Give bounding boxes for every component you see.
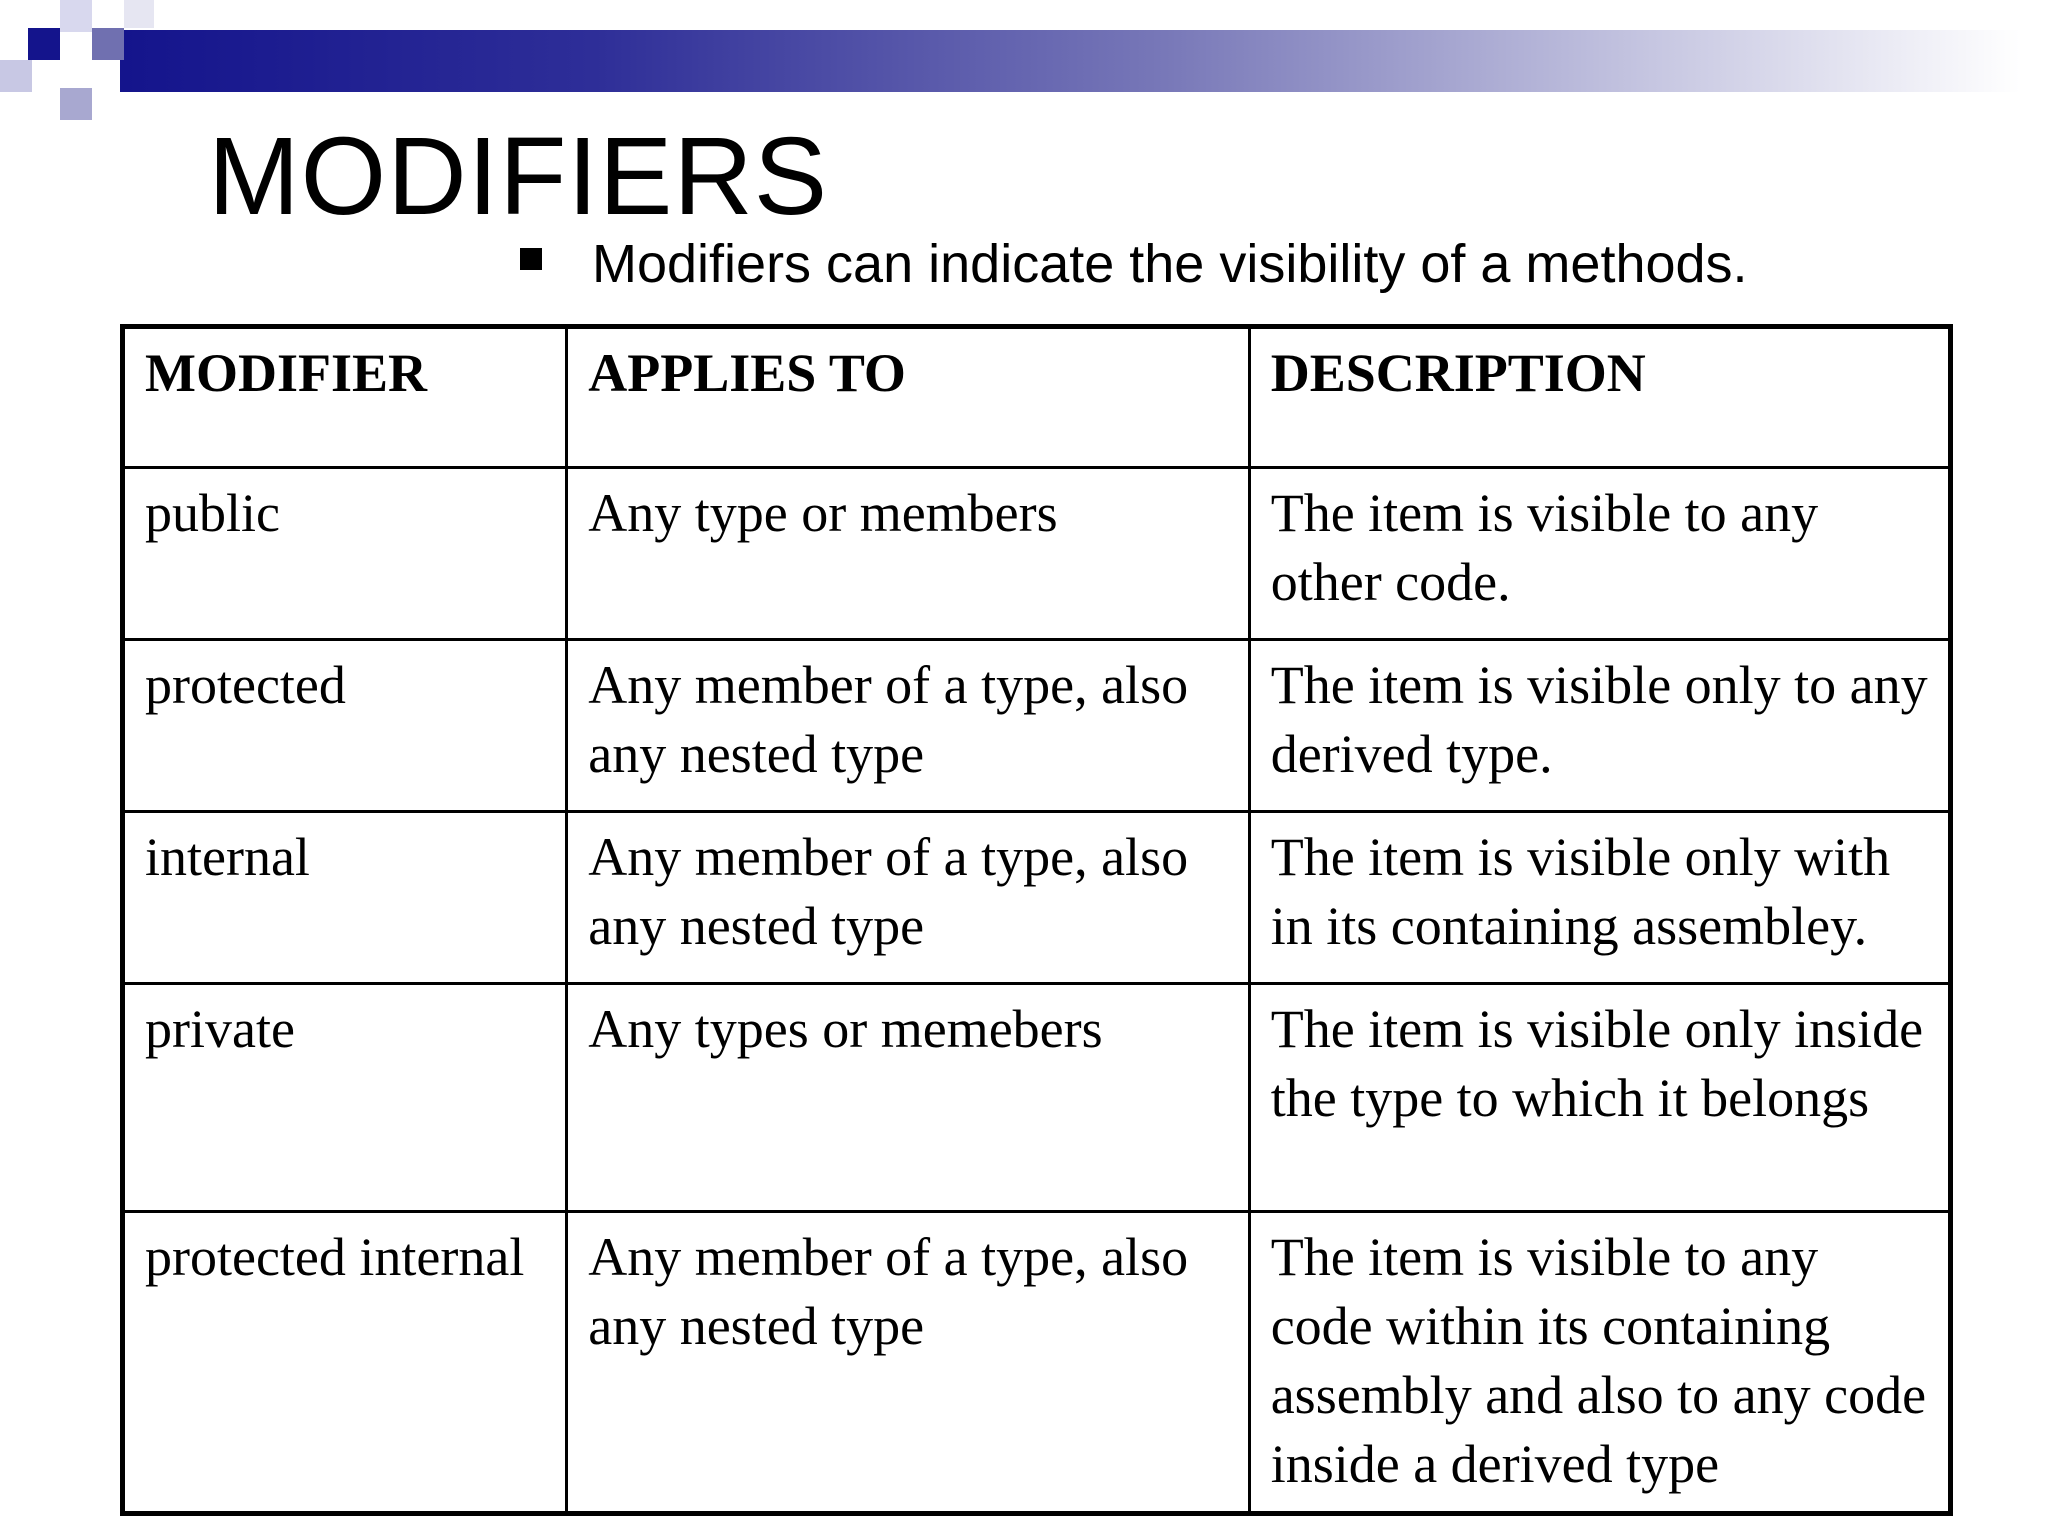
description-cell: The item is visible to any other code. (1249, 468, 1950, 640)
description-cell: The item is visible only to any derived type. (1249, 640, 1950, 812)
applies-to-cell: Any type or members (567, 468, 1249, 640)
decorative-square (124, 0, 154, 28)
header-gradient-bar (120, 30, 2020, 92)
applies-to-cell: Any member of a type, also any nested type (567, 812, 1249, 984)
table-row (123, 468, 1951, 640)
table-row (123, 984, 1951, 1212)
description-cell: The item is visible only with in its containing assembley. (1249, 812, 1950, 984)
modifier-cell: internal (123, 812, 567, 984)
modifier-cell: protected internal (123, 1212, 567, 1514)
applies-to-cell: Any member of a type, also any nested type (567, 640, 1249, 812)
decorative-square (60, 0, 92, 32)
column-header-applies-to: APPLIES TO (567, 327, 1249, 468)
table-row (123, 640, 1951, 812)
decorative-square (60, 88, 92, 120)
decorative-square (0, 60, 32, 92)
column-header-description: DESCRIPTION (1249, 327, 1950, 468)
bullet-point (520, 232, 1748, 296)
description-cell: The item is visible only inside the type to which it belongs (1249, 984, 1950, 1212)
applies-to-cell: Any types or memebers (567, 984, 1249, 1212)
slide-title: MODIFIERS (208, 115, 829, 238)
table-header-row (123, 327, 1951, 468)
decorative-square (92, 28, 124, 60)
bullet-text: Modifiers can indicate the visibility of a methods. (592, 234, 1748, 294)
modifier-cell: public (123, 468, 567, 640)
table-row (123, 1212, 1951, 1514)
applies-to-cell: Any member of a type, also any nested type (567, 1212, 1249, 1514)
column-header-modifier: MODIFIER (123, 327, 567, 468)
decorative-square (28, 28, 60, 60)
modifier-cell: private (123, 984, 567, 1212)
modifier-cell: protected (123, 640, 567, 812)
modifiers-table (120, 324, 1953, 1516)
table-row (123, 812, 1951, 984)
square-bullet-icon (520, 248, 542, 270)
description-cell: The item is visible to any code within its containing assembly and also to any code inside a derived type (1249, 1212, 1950, 1514)
